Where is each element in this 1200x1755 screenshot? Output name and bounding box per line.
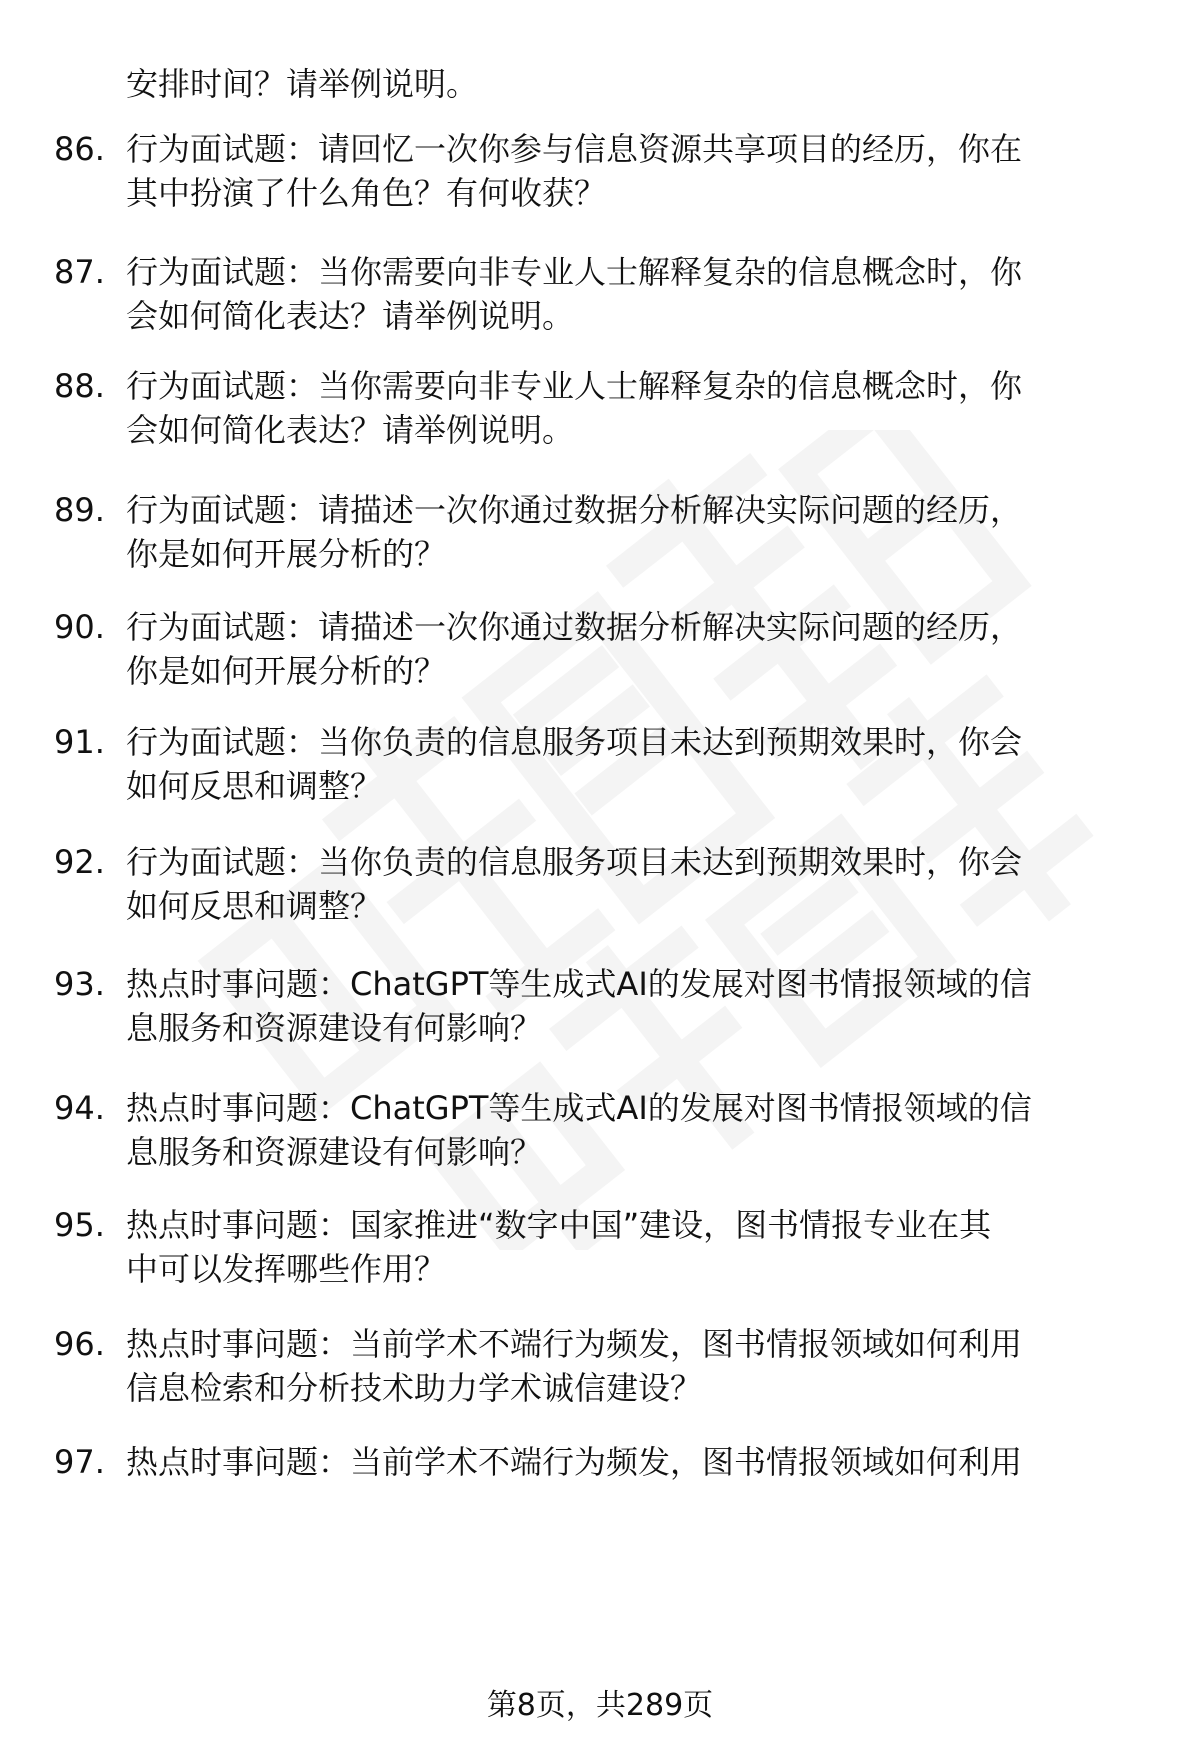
question-number: 93. — [54, 965, 105, 1003]
question-text-line: 行为面试题：当你需要向非专业人士解释复杂的信息概念时，你 — [126, 253, 1023, 291]
question-text-line: 你是如何开展分析的？ — [126, 535, 447, 573]
question-text-line: 息服务和资源建设有何影响？ — [126, 1009, 543, 1047]
question-number: 97. — [54, 1443, 105, 1481]
question-number: 95. — [54, 1206, 105, 1244]
question-text-line: 会如何简化表达？请举例说明。 — [126, 297, 575, 335]
question-number: 91. — [54, 723, 105, 761]
question-text-line: 信息检索和分析技术助力学术诚信建设？ — [126, 1369, 703, 1407]
question-number: 89. — [54, 491, 105, 529]
question-text-line: 热点时事问题：当前学术不端行为频发，图书情报领域如何利用 — [126, 1443, 1023, 1481]
continued-question-text: 安排时间？请举例说明。 — [126, 65, 479, 103]
question-text-line: 中可以发挥哪些作用？ — [126, 1250, 447, 1288]
question-text-line: 你是如何开展分析的？ — [126, 652, 447, 690]
question-number: 92. — [54, 843, 105, 881]
question-text-line: 行为面试题：请回忆一次你参与信息资源共享项目的经历，你在 — [126, 130, 1023, 168]
question-number: 86. — [54, 130, 105, 168]
question-text-line: 行为面试题：当你负责的信息服务项目未达到预期效果时，你会 — [126, 723, 1023, 761]
question-text-line: 如何反思和调整？ — [126, 767, 383, 805]
question-text-line: 其中扮演了什么角色？有何收获？ — [126, 174, 607, 212]
page-number-footer: 第8页，共289页 — [486, 1688, 714, 1723]
question-number: 94. — [54, 1089, 105, 1127]
question-number: 88. — [54, 367, 105, 405]
question-text-line: 热点时事问题：当前学术不端行为频发，图书情报领域如何利用 — [126, 1325, 1023, 1363]
question-text-line: 行为面试题：请描述一次你通过数据分析解决实际问题的经历， — [126, 491, 1023, 529]
question-text-line: 热点时事问题：国家推进“数字中国”建设，图书情报专业在其 — [126, 1206, 992, 1244]
question-text-line: 行为面试题：当你负责的信息服务项目未达到预期效果时，你会 — [126, 843, 1023, 881]
question-text-line: 行为面试题：请描述一次你通过数据分析解决实际问题的经历， — [126, 608, 1023, 646]
question-text-line: 行为面试题：当你需要向非专业人士解释复杂的信息概念时，你 — [126, 367, 1023, 405]
question-number: 90. — [54, 608, 105, 646]
question-number: 96. — [54, 1325, 105, 1363]
question-text-line: 息服务和资源建设有何影响？ — [126, 1133, 543, 1171]
question-text-line: 如何反思和调整？ — [126, 887, 383, 925]
question-text-line: 热点时事问题：ChatGPT等生成式AI的发展对图书情报领域的信 — [126, 1089, 1032, 1127]
question-number: 87. — [54, 253, 105, 291]
question-text-line: 会如何简化表达？请举例说明。 — [126, 411, 575, 449]
question-text-line: 热点时事问题：ChatGPT等生成式AI的发展对图书情报领域的信 — [126, 965, 1032, 1003]
